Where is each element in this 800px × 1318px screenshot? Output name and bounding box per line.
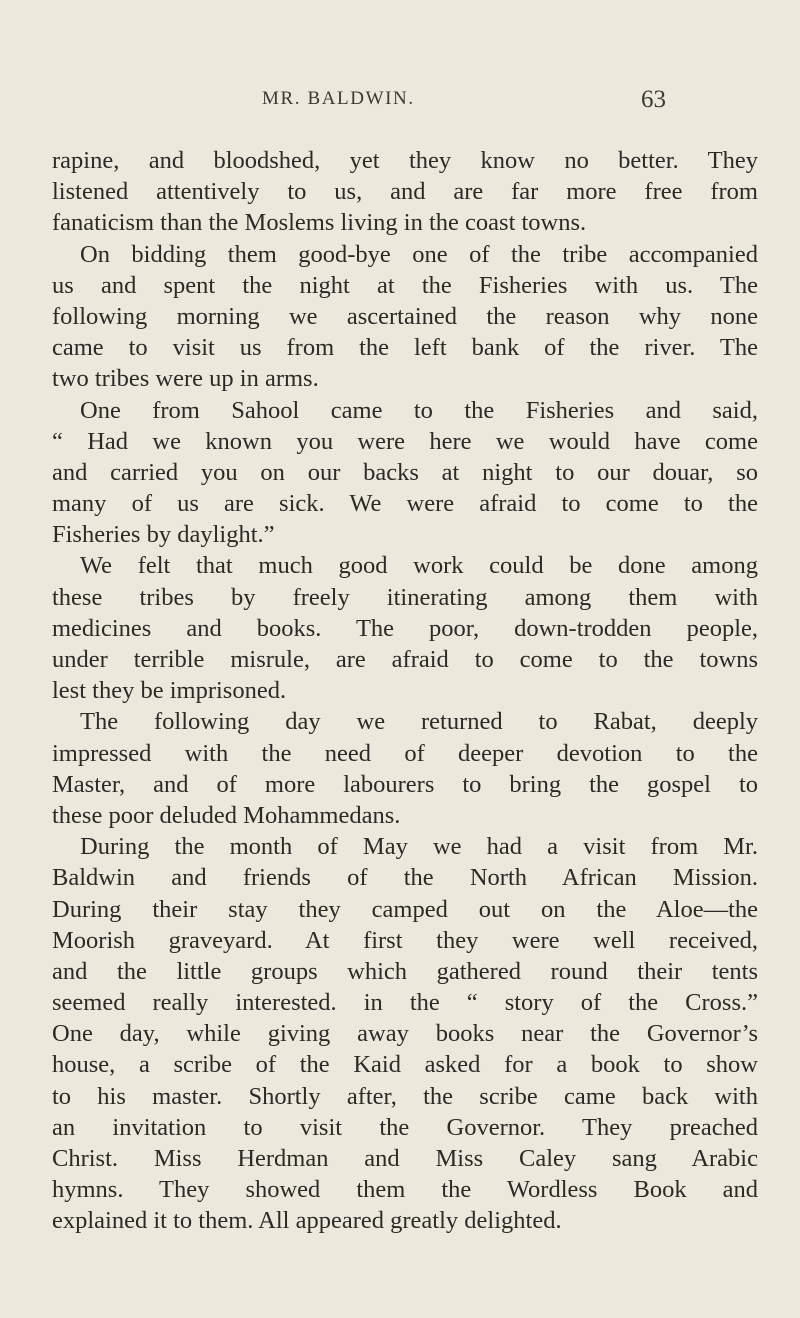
text-line: We felt that much good work could be done among [80,552,758,580]
text-line: Baldwin and friends of the North African Mission. [52,864,758,892]
text-line: rapine, and bloodshed, yet they know no better. They [52,147,758,174]
text-line: lest they be imprisoned. [52,677,287,705]
text-line: an invitation to visit the Governor. They preached [52,1113,758,1141]
text-line: many of us are sick. We were afraid to come to the [52,490,758,518]
text-line: seemed really interested. in the “ story of the Cross.” [52,989,758,1017]
text-line: following morning we ascertained the reason why none [52,302,758,330]
text-line: listened attentively to us, and are far more free from [52,178,758,206]
text-line: “ Had we known you were here we would have come [52,427,758,455]
text-line: two tribes were up in arms. [52,365,319,393]
text-line: During their stay they camped out on the Aloe—the [52,895,758,923]
paragraph [52,239,758,395]
text-line: came to visit us from the left bank of the river. The [52,334,758,362]
text-line: impressed with the need of deeper devotion to the [52,739,758,767]
text-line: and the little groups which gathered round their tents [52,957,758,985]
text-line: and carried you on our backs at night to our douar, so [52,458,758,486]
text-line: Master, and of more labourers to bring the gospel to [52,770,758,798]
text-line: hymns. They showed them the Wordless Book and [52,1176,758,1204]
paragraph [52,831,758,1236]
running-head [0,86,800,126]
text-line: Fisheries by daylight.” [52,521,275,549]
body-text [52,145,758,1237]
paragraph [52,550,758,706]
paragraph [52,706,758,831]
text-line: On bidding them good-bye one of the tribe accompanied [80,240,758,268]
text-line: One from Sahool came to the Fisheries and said, [80,396,758,424]
text-line: house, a scribe of the Kaid asked for a book to show [52,1051,758,1079]
text-line: us and spent the night at the Fisheries with us. The [52,271,758,299]
running-title: MR. BALDWIN. [262,88,415,109]
text-line: Moorish graveyard. At first they were well received, [52,926,758,954]
text-line: fanaticism than the Moslems living in the coast towns. [52,209,587,237]
text-line: these poor deluded Mohammedans. [52,801,401,829]
text-line: During the month of May we had a visit from Mr. [80,833,758,861]
text-line: The following day we returned to Rabat, deeply [80,708,758,736]
page-number: 63 [641,86,666,113]
paragraph [52,145,758,239]
text-line: explained it to them. All appeared greatly delighted. [52,1207,562,1235]
text-line: to his master. Shortly after, the scribe came back with [52,1082,758,1110]
text-line: medicines and books. The poor, down-trodden people, [52,614,758,642]
text-line: Christ. Miss Herdman and Miss Caley sang Arabic [52,1145,758,1172]
text-line: One day, while giving away books near the Governor’s [52,1020,758,1048]
text-line: these tribes by freely itinerating among them with [52,583,758,611]
paragraph [52,395,758,551]
text-line: under terrible misrule, are afraid to come to the towns [52,646,758,673]
